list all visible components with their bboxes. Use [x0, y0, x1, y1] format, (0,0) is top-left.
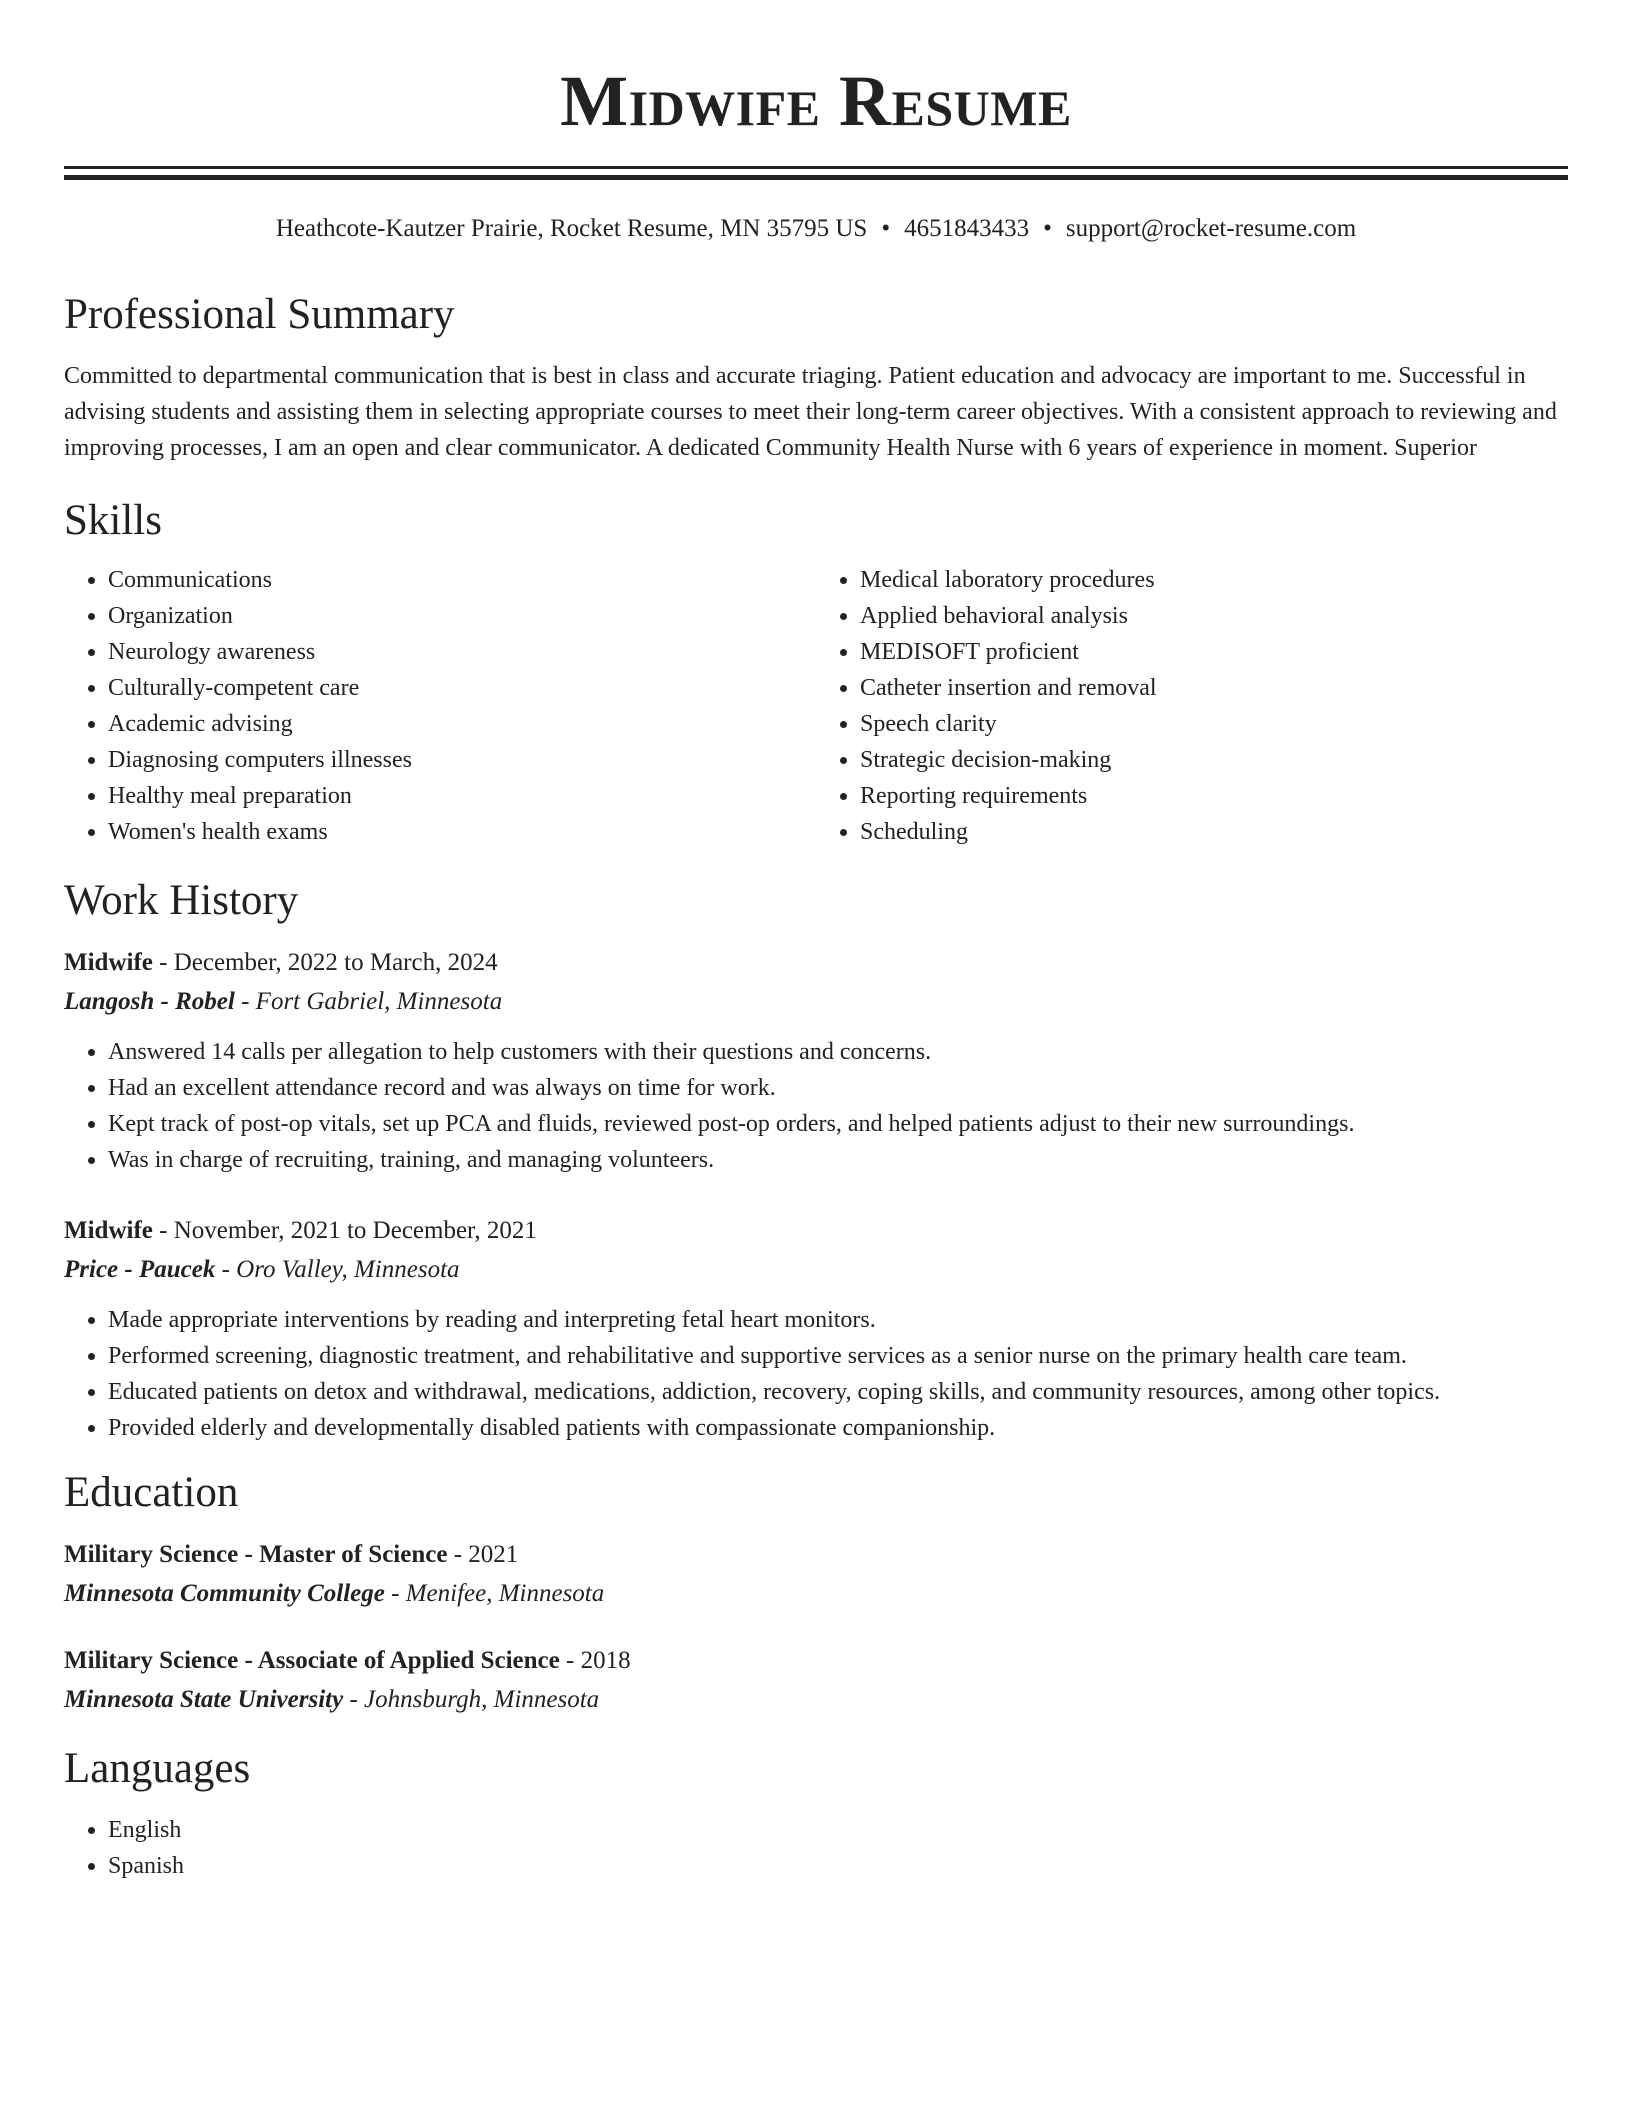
job-duty: • Answered 14 calls per allegation to help customers with their questions and concerns.	[108, 1034, 1568, 1070]
language-item: • English	[108, 1812, 1568, 1848]
skill-item: • Strategic decision-making	[860, 742, 1568, 778]
skills-list-right	[816, 562, 1568, 850]
education-header	[64, 1642, 1568, 1680]
skill-item: • Catheter insertion and removal	[860, 670, 1568, 706]
education-degree: Military Science - Associate of Applied Science	[64, 1647, 560, 1674]
title-rule-bottom	[64, 175, 1568, 180]
contact-email: support@rocket-resume.com	[1065, 215, 1357, 242]
skill-item: • Applied behavioral analysis	[860, 598, 1568, 634]
job-title: Midwife	[64, 1217, 153, 1244]
skill-item: • Scheduling	[860, 814, 1568, 850]
job-duty: • Was in charge of recruiting, training, and managing volunteers.	[108, 1142, 1568, 1178]
skill-item: • Neurology awareness	[108, 634, 816, 670]
education-year: - 2021	[447, 1541, 519, 1568]
skill-item: • Medical laboratory procedures	[860, 562, 1568, 598]
job-duty: • Provided elderly and developmentally disabled patients with compassionate companionship.	[108, 1410, 1568, 1446]
education-location: - Johnsburgh, Minnesota	[343, 1686, 600, 1713]
job-location: - Oro Valley, Minnesota	[215, 1256, 460, 1283]
languages-list	[64, 1812, 1568, 1884]
skill-item: • Culturally-competent care	[108, 670, 816, 706]
job-dates: - November, 2021 to December, 2021	[152, 1217, 537, 1244]
job-title: Midwife	[64, 949, 153, 976]
skills-columns	[64, 562, 1568, 850]
job-duties-list	[64, 1034, 1568, 1178]
skill-item: • MEDISOFT proficient	[860, 634, 1568, 670]
skill-item: • Healthy meal preparation	[108, 778, 816, 814]
education-entry	[64, 1642, 1568, 1720]
section-heading-languages: Languages	[64, 1745, 251, 1792]
job-header	[64, 944, 1568, 982]
job-duty: • Had an excellent attendance record and was always on time for work.	[108, 1070, 1568, 1106]
job-duties-list	[64, 1302, 1568, 1446]
job-duty: • Kept track of post-op vitals, set up PCA and fluids, reviewed post-op orders, and helped patients adjust to their new surroundings.	[108, 1106, 1568, 1142]
job-company: Langosh - Robel	[64, 988, 235, 1015]
summary-text: Committed to departmental communication that is best in class and accurate triaging. Patient education and advocacy are important to me. Successful in advising students and assisting them in selecting appropriate courses to meet their long-term career objectives. With a consistent approach to reviewing and improving processes, I am an open and clear communicator. A dedicated Community Health Nurse with 6 years of experience in moment. Superior	[64, 363, 1557, 461]
job-duty: • Educated patients on detox and withdrawal, medications, addiction, recovery, coping skills, and community resources, among other topics.	[108, 1374, 1568, 1410]
section-heading-work-history: Work History	[64, 877, 299, 924]
contact-address: Heathcote-Kautzer Prairie, Rocket Resume, MN 35795 US	[275, 215, 868, 242]
title-rule-top	[64, 166, 1568, 169]
education-institution	[64, 1680, 1568, 1720]
skill-item: • Communications	[108, 562, 816, 598]
job-dates: - December, 2022 to March, 2024	[152, 949, 498, 976]
job-header	[64, 1212, 1568, 1250]
job-entry	[64, 944, 1568, 1178]
section-heading-skills: Skills	[64, 497, 162, 544]
contact-separator: •	[1043, 215, 1052, 242]
education-school: Minnesota Community College	[64, 1580, 385, 1607]
education-school: Minnesota State University	[64, 1686, 344, 1713]
skill-item: • Reporting requirements	[860, 778, 1568, 814]
language-item: • Spanish	[108, 1848, 1568, 1884]
skill-item: • Speech clarity	[860, 706, 1568, 742]
job-duty: • Made appropriate interventions by reading and interpreting fetal heart monitors.	[108, 1302, 1568, 1338]
contact-line	[64, 212, 1568, 246]
job-company: Price - Paucek	[64, 1256, 216, 1283]
job-entry	[64, 1212, 1568, 1446]
education-institution	[64, 1574, 1568, 1614]
resume-title: Midwife Resume	[560, 61, 1072, 141]
job-employer	[64, 982, 1568, 1022]
skills-list-left	[64, 562, 816, 850]
education-location: - Menifee, Minnesota	[384, 1580, 605, 1607]
education-header	[64, 1536, 1568, 1574]
contact-phone: 4651843433	[904, 215, 1030, 242]
job-employer	[64, 1250, 1568, 1290]
skill-item: • Academic advising	[108, 706, 816, 742]
contact-separator: •	[881, 215, 891, 242]
job-duty: • Performed screening, diagnostic treatment, and rehabilitative and supportive services as a senior nurse on the primary health care team.	[108, 1338, 1568, 1374]
job-location: - Fort Gabriel, Minnesota	[234, 988, 503, 1015]
skill-item: • Organization	[108, 598, 816, 634]
skill-item: • Women's health exams	[108, 814, 816, 850]
education-degree: Military Science - Master of Science	[64, 1541, 448, 1568]
education-year: - 2018	[559, 1647, 631, 1674]
skill-item: • Diagnosing computers illnesses	[108, 742, 816, 778]
education-entry	[64, 1536, 1568, 1614]
section-heading-education: Education	[64, 1469, 239, 1516]
section-heading-summary: Professional Summary	[64, 291, 455, 338]
